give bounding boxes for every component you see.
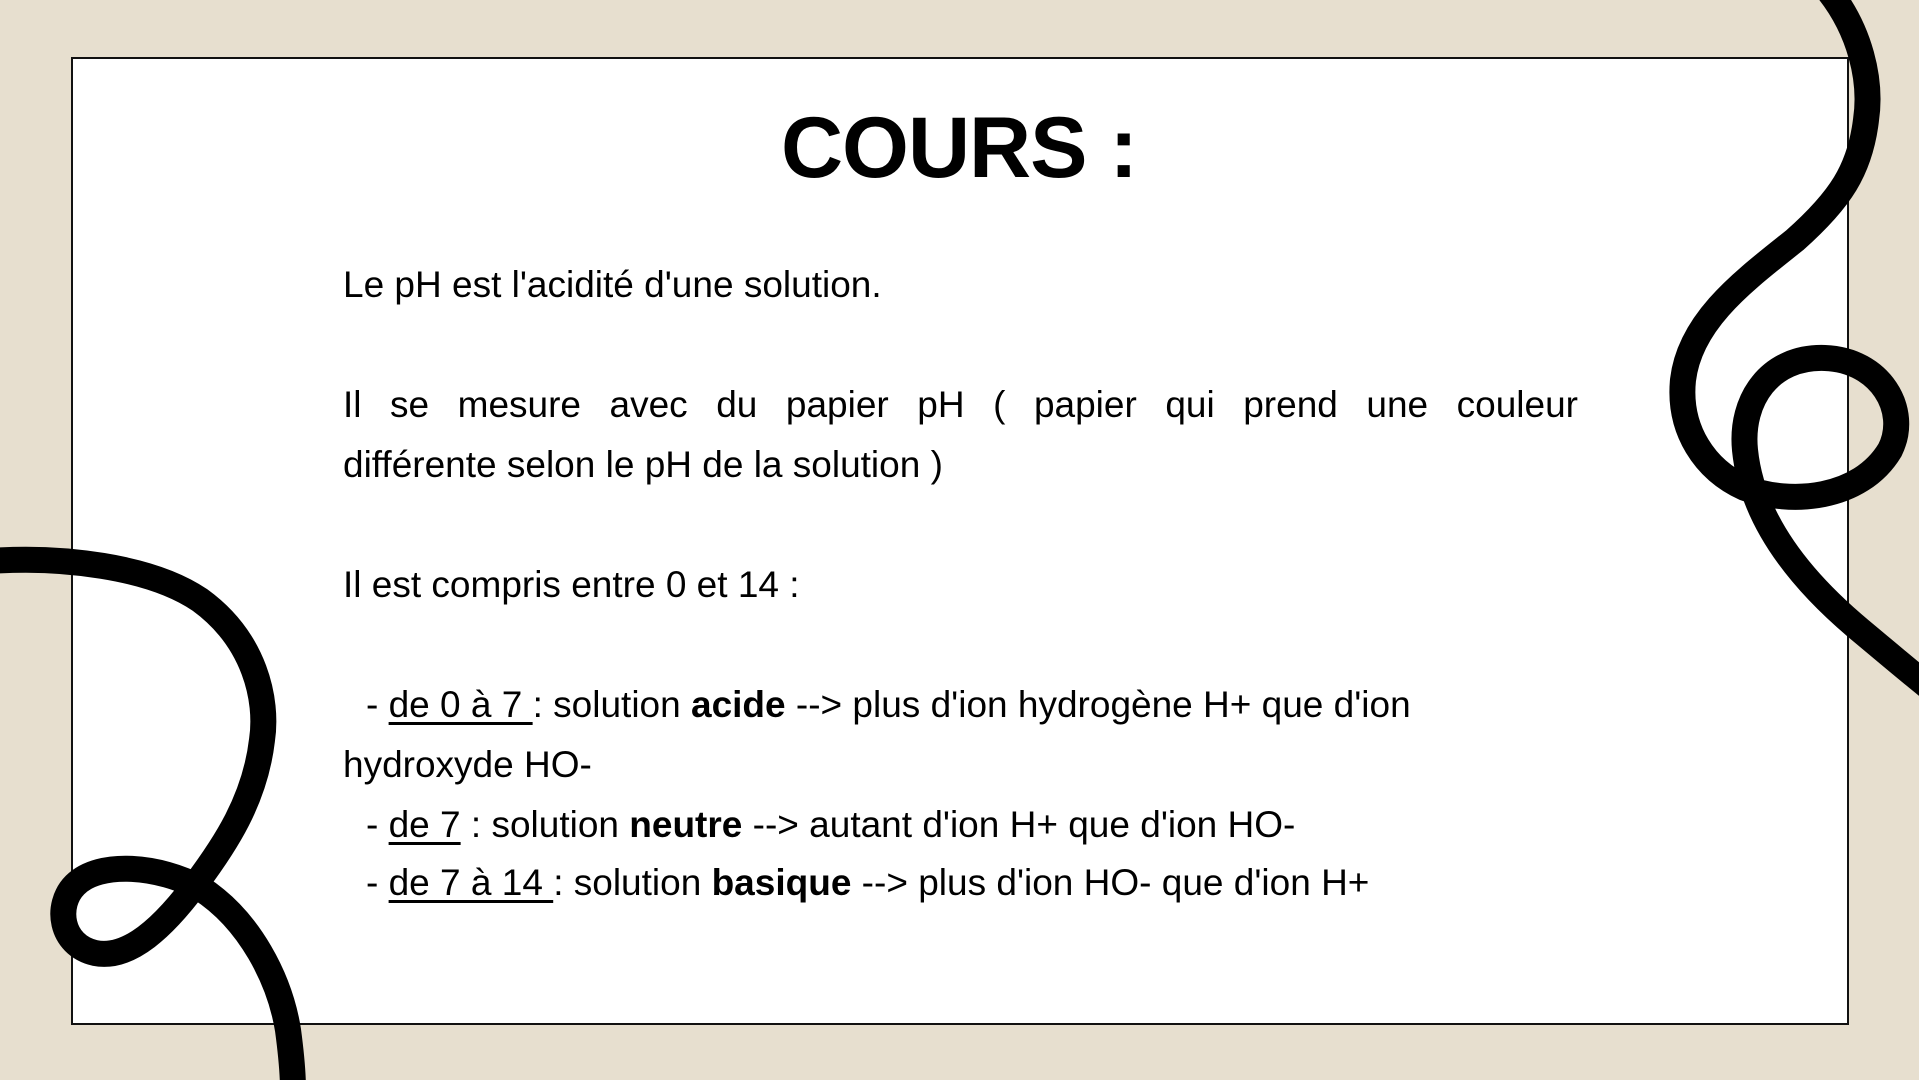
list-dash: - (366, 804, 389, 845)
range-label: de 7 à 14 (388, 862, 554, 903)
list-item-basic (343, 861, 1601, 905)
solution-type: acide (691, 684, 786, 725)
range-label: de 0 à 7 (388, 684, 533, 725)
list-dash: - (366, 684, 389, 725)
solution-prefix: : solution (553, 862, 712, 903)
solution-description: --> autant d'ion H+ que d'ion HO- (742, 804, 1296, 845)
range-label: de 7 (388, 804, 461, 845)
definition-text: Le pH est l'acidité d'une solution. (343, 264, 882, 305)
range-intro-text: Il est compris entre 0 et 14 : (343, 564, 800, 605)
solution-description: --> plus d'ion hydrogène H+ que d'ion (785, 684, 1411, 725)
measurement-text-line-2: différente selon le pH de la solution ) (343, 444, 943, 485)
solution-prefix: : solution (532, 684, 691, 725)
solution-type: basique (711, 862, 852, 903)
list-item-acid (343, 683, 1601, 727)
list-item-neutral (343, 803, 1601, 847)
measurement-text-line-1: Il se mesure avec du papier pH ( papier qui prend une couleur (343, 384, 1578, 425)
solution-type: neutre (629, 804, 743, 845)
solution-prefix: : solution (460, 804, 630, 845)
slide-title: COURS : (780, 100, 1138, 196)
solution-description: --> plus d'ion HO- que d'ion H+ (851, 862, 1370, 903)
list-item-acid-continuation: hydroxyde HO- (343, 744, 592, 785)
list-dash: - (366, 862, 389, 903)
